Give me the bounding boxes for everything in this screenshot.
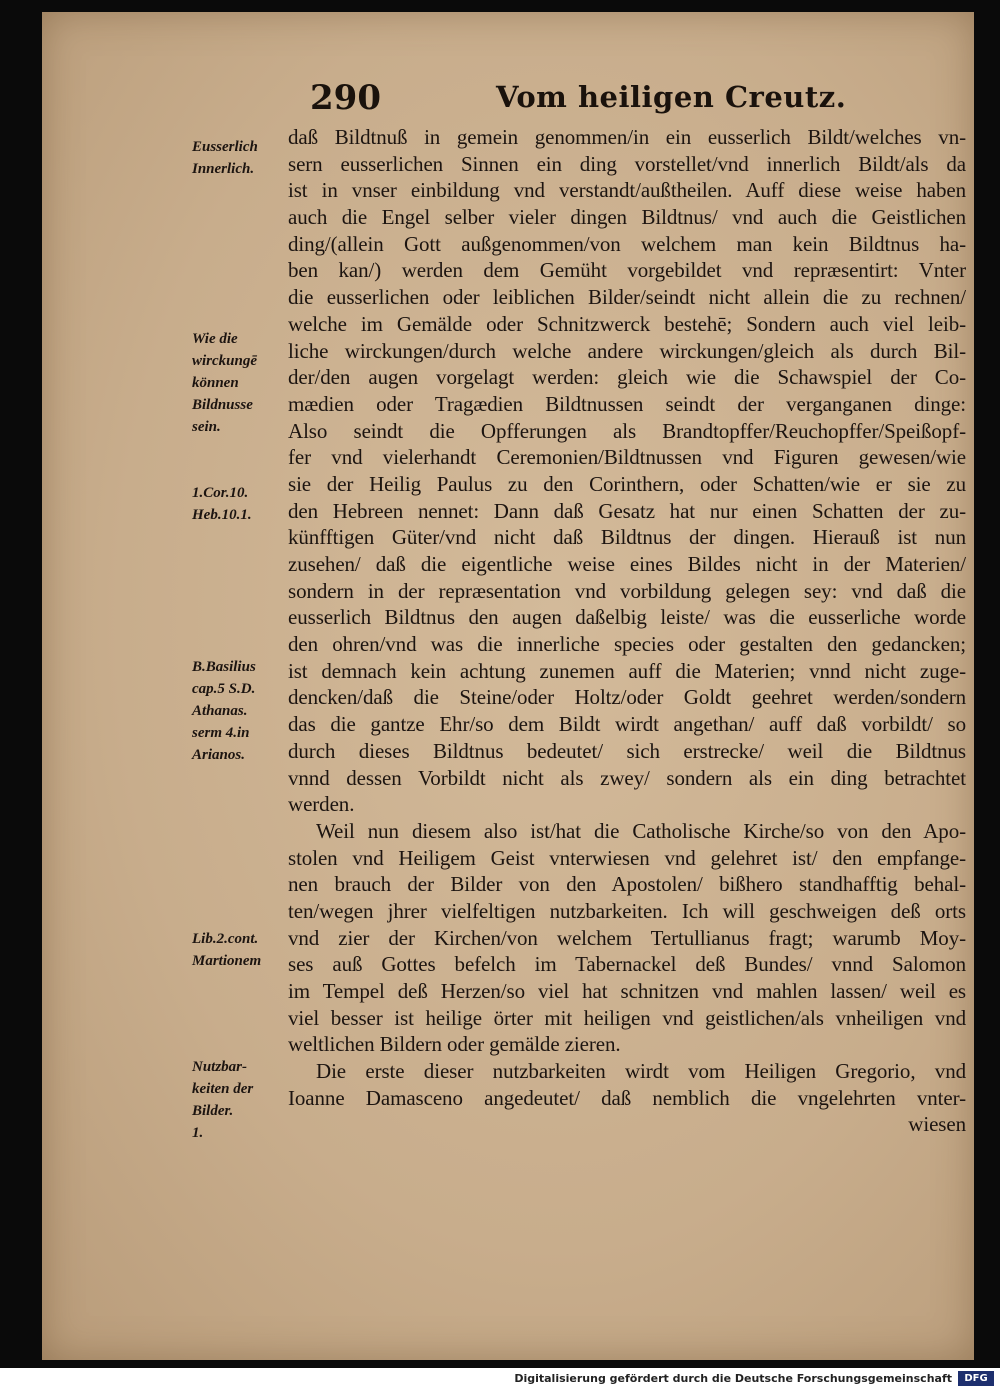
text-line: das die gantze Ehr/so dem Bildt wirdt angethan/ auff daß vorbildt/ so bbox=[288, 712, 966, 737]
text-line: nen brauch der Bilder von den Apostolen/ bißhero standhafftig behal- bbox=[288, 872, 966, 897]
text-line: Die erste dieser nutzbarkeiten wirdt vom Heiligen Gregorio, vnd bbox=[316, 1059, 966, 1084]
text-line: sie der Heilig Paulus zu den Corinthern, oder Schatten/wie er sie zu bbox=[288, 471, 966, 496]
text-line: zusehen/ daß die eigentliche weise eines Bildes nicht in der Materien/ bbox=[288, 552, 966, 576]
margin-note-line: Wie die bbox=[192, 331, 238, 347]
text-line: werden. bbox=[288, 792, 355, 817]
margin-note bbox=[192, 482, 284, 526]
margin-note-line: 1. bbox=[192, 1125, 204, 1141]
text-line: ist in vnser einbildung vnd verstandt/außtheilen. Auff diese weise haben bbox=[288, 178, 966, 203]
text-line: ben kan/) werden dem Gemüht vorgebildet vnd repræsentirt: Vnter bbox=[288, 258, 966, 283]
text-line: fer vnd vielerhandt Ceremonien/Bildtnussen vnd Figuren gewesen/wie bbox=[288, 445, 966, 470]
margin-note bbox=[192, 136, 284, 180]
text-line: Weil nun diesem also ist/hat die Catholische Kirche/so von den Apo- bbox=[316, 818, 966, 843]
margin-note-line: serm 4.in bbox=[192, 725, 250, 741]
text-line: auch die Engel selber vieler dingen Bildtnus/ vnd auch die Geistlichen bbox=[288, 205, 966, 230]
text-line: Ioanne Damasceno angedeutet/ daß nemblich die vngelehrten vnter- bbox=[288, 1085, 966, 1110]
margin-note-line: Nutzbar- bbox=[192, 1059, 248, 1075]
text-line: den ohren/vnd was die innerliche species oder gestalten den gedancken; bbox=[288, 632, 966, 657]
page-header bbox=[270, 78, 930, 124]
text-line: wiesen bbox=[908, 1112, 966, 1137]
text-line: Also seindt die Opfferungen als Brandtopffer/Reuchopffer/Speißopf- bbox=[288, 418, 966, 443]
margin-note-line: Arianos. bbox=[192, 747, 245, 763]
text-line: ist demnach kein achtung zunemen auff die Materien; vnnd nicht zuge- bbox=[288, 658, 966, 683]
footer-bar bbox=[0, 1368, 1000, 1390]
text-line: welche im Gemälde oder Schnitzwerck bestehē; Sondern auch viel leib- bbox=[288, 311, 966, 336]
margin-note-line: Bildnusse bbox=[192, 397, 253, 413]
margin-note-line: keiten der bbox=[192, 1081, 254, 1097]
margin-note bbox=[192, 928, 284, 972]
margin-note-line: Heb.10.1. bbox=[192, 507, 252, 523]
margin-note bbox=[192, 328, 284, 438]
margin-note bbox=[192, 1056, 284, 1144]
margin-note-line: Eusserlich bbox=[192, 139, 258, 155]
margin-note-line: Athanas. bbox=[192, 703, 248, 719]
text-line: dencken/daß die Steine/oder Holtz/oder Goldt geehret werden/sondern bbox=[288, 685, 966, 710]
text-line: ses auß Gottes befelch im Tabernackel deß Bundes/ vnnd Salomon bbox=[288, 952, 966, 977]
text-line: mædien oder Tragædien Bildtnussen seindt der verganganen dinge: bbox=[288, 391, 966, 416]
text-line: sern eusserlichen Sinnen ein ding vorstellet/vnd innerlich Bildt/als da bbox=[288, 151, 966, 176]
margin-note-line: sein. bbox=[192, 419, 221, 435]
digitization-credit: Digitalisierung gefördert durch die Deutsche Forschungsgemeinschaft bbox=[514, 1372, 952, 1385]
margin-note-line: 1.Cor.10. bbox=[192, 485, 249, 501]
margin-note-line: Bilder. bbox=[192, 1103, 234, 1119]
text-line: vnd zier der Kirchen/von welchem Tertullianus fragt; warumb Moy- bbox=[288, 925, 966, 950]
text-line: stolen vnd Heiligem Geist vnterwiesen vnd gelehret ist/ den empfange- bbox=[288, 845, 966, 870]
text-line: eusserlich Bildtnus den augen daßelbig leiste/ was die eusserliche worde bbox=[288, 605, 966, 630]
text-line: liche wirckungen/durch welche andere wirckungen/gleich als durch Bil- bbox=[288, 338, 966, 363]
text-line: weltlichen Bildern oder gemälde zieren. bbox=[288, 1032, 621, 1057]
text-line: im Tempel deß Herzen/so viel hat schnitzen vnd mahlen lassen/ weil es bbox=[288, 979, 966, 1003]
running-head: Vom heiligen Creutz. bbox=[496, 80, 847, 114]
text-line: künfftigen Güter/vnd nicht daß Bildtnus der dingen. Hierauß ist nun bbox=[288, 525, 966, 550]
text-line: daß Bildtnuß in gemein genommen/in ein eusserlich Bildt/welches vn- bbox=[288, 125, 966, 149]
body-text bbox=[288, 124, 966, 1138]
dfg-logo: DFG bbox=[958, 1371, 994, 1386]
margin-note bbox=[192, 656, 284, 766]
text-line: die eusserlichen oder leiblichen Bilder/seindt nicht allein die zu rechnen/ bbox=[288, 285, 966, 310]
margin-note-line: B.Basilius bbox=[192, 659, 256, 675]
text-line: ten/wegen jhrer vielfeltigen nutzbarkeiten. Ich will geschweigen deß orts bbox=[288, 898, 966, 923]
text-line: sondern in der repræsentation vnd vorbildung gelegen sey: vnd daß die bbox=[288, 578, 966, 603]
margin-note-line: Lib.2.cont. bbox=[192, 931, 259, 947]
text-line: den Hebreen nennet: Dann daß Gesatz hat nur einen Schatten der zu- bbox=[288, 498, 966, 523]
text-line: vnnd dessen Vorbildt nicht als zwey/ sondern als ein ding betrachtet bbox=[288, 765, 966, 790]
margin-note-line: Martionem bbox=[192, 953, 262, 969]
margin-note-line: können bbox=[192, 375, 239, 391]
margin-note-line: Innerlich. bbox=[192, 161, 255, 177]
page-number: 290 bbox=[310, 78, 381, 118]
margin-note-line: wirckungē bbox=[192, 353, 258, 369]
text-line: ding/(allein Gott außgenommen/von welchem man kein Bildtnus ha- bbox=[288, 231, 966, 256]
text-line: viel besser ist heilige örter mit heiligen vnd geistlichen/als vnheiligen vnd bbox=[288, 1005, 966, 1030]
text-line: der/den augen vorgelagt werden: gleich wie die Schawspiel der Co- bbox=[288, 365, 966, 390]
margin-note-line: cap.5 S.D. bbox=[192, 681, 256, 697]
text-line: durch dieses Bildtnus bedeutet/ sich erstrecke/ weil die Bildtnus bbox=[288, 738, 966, 763]
